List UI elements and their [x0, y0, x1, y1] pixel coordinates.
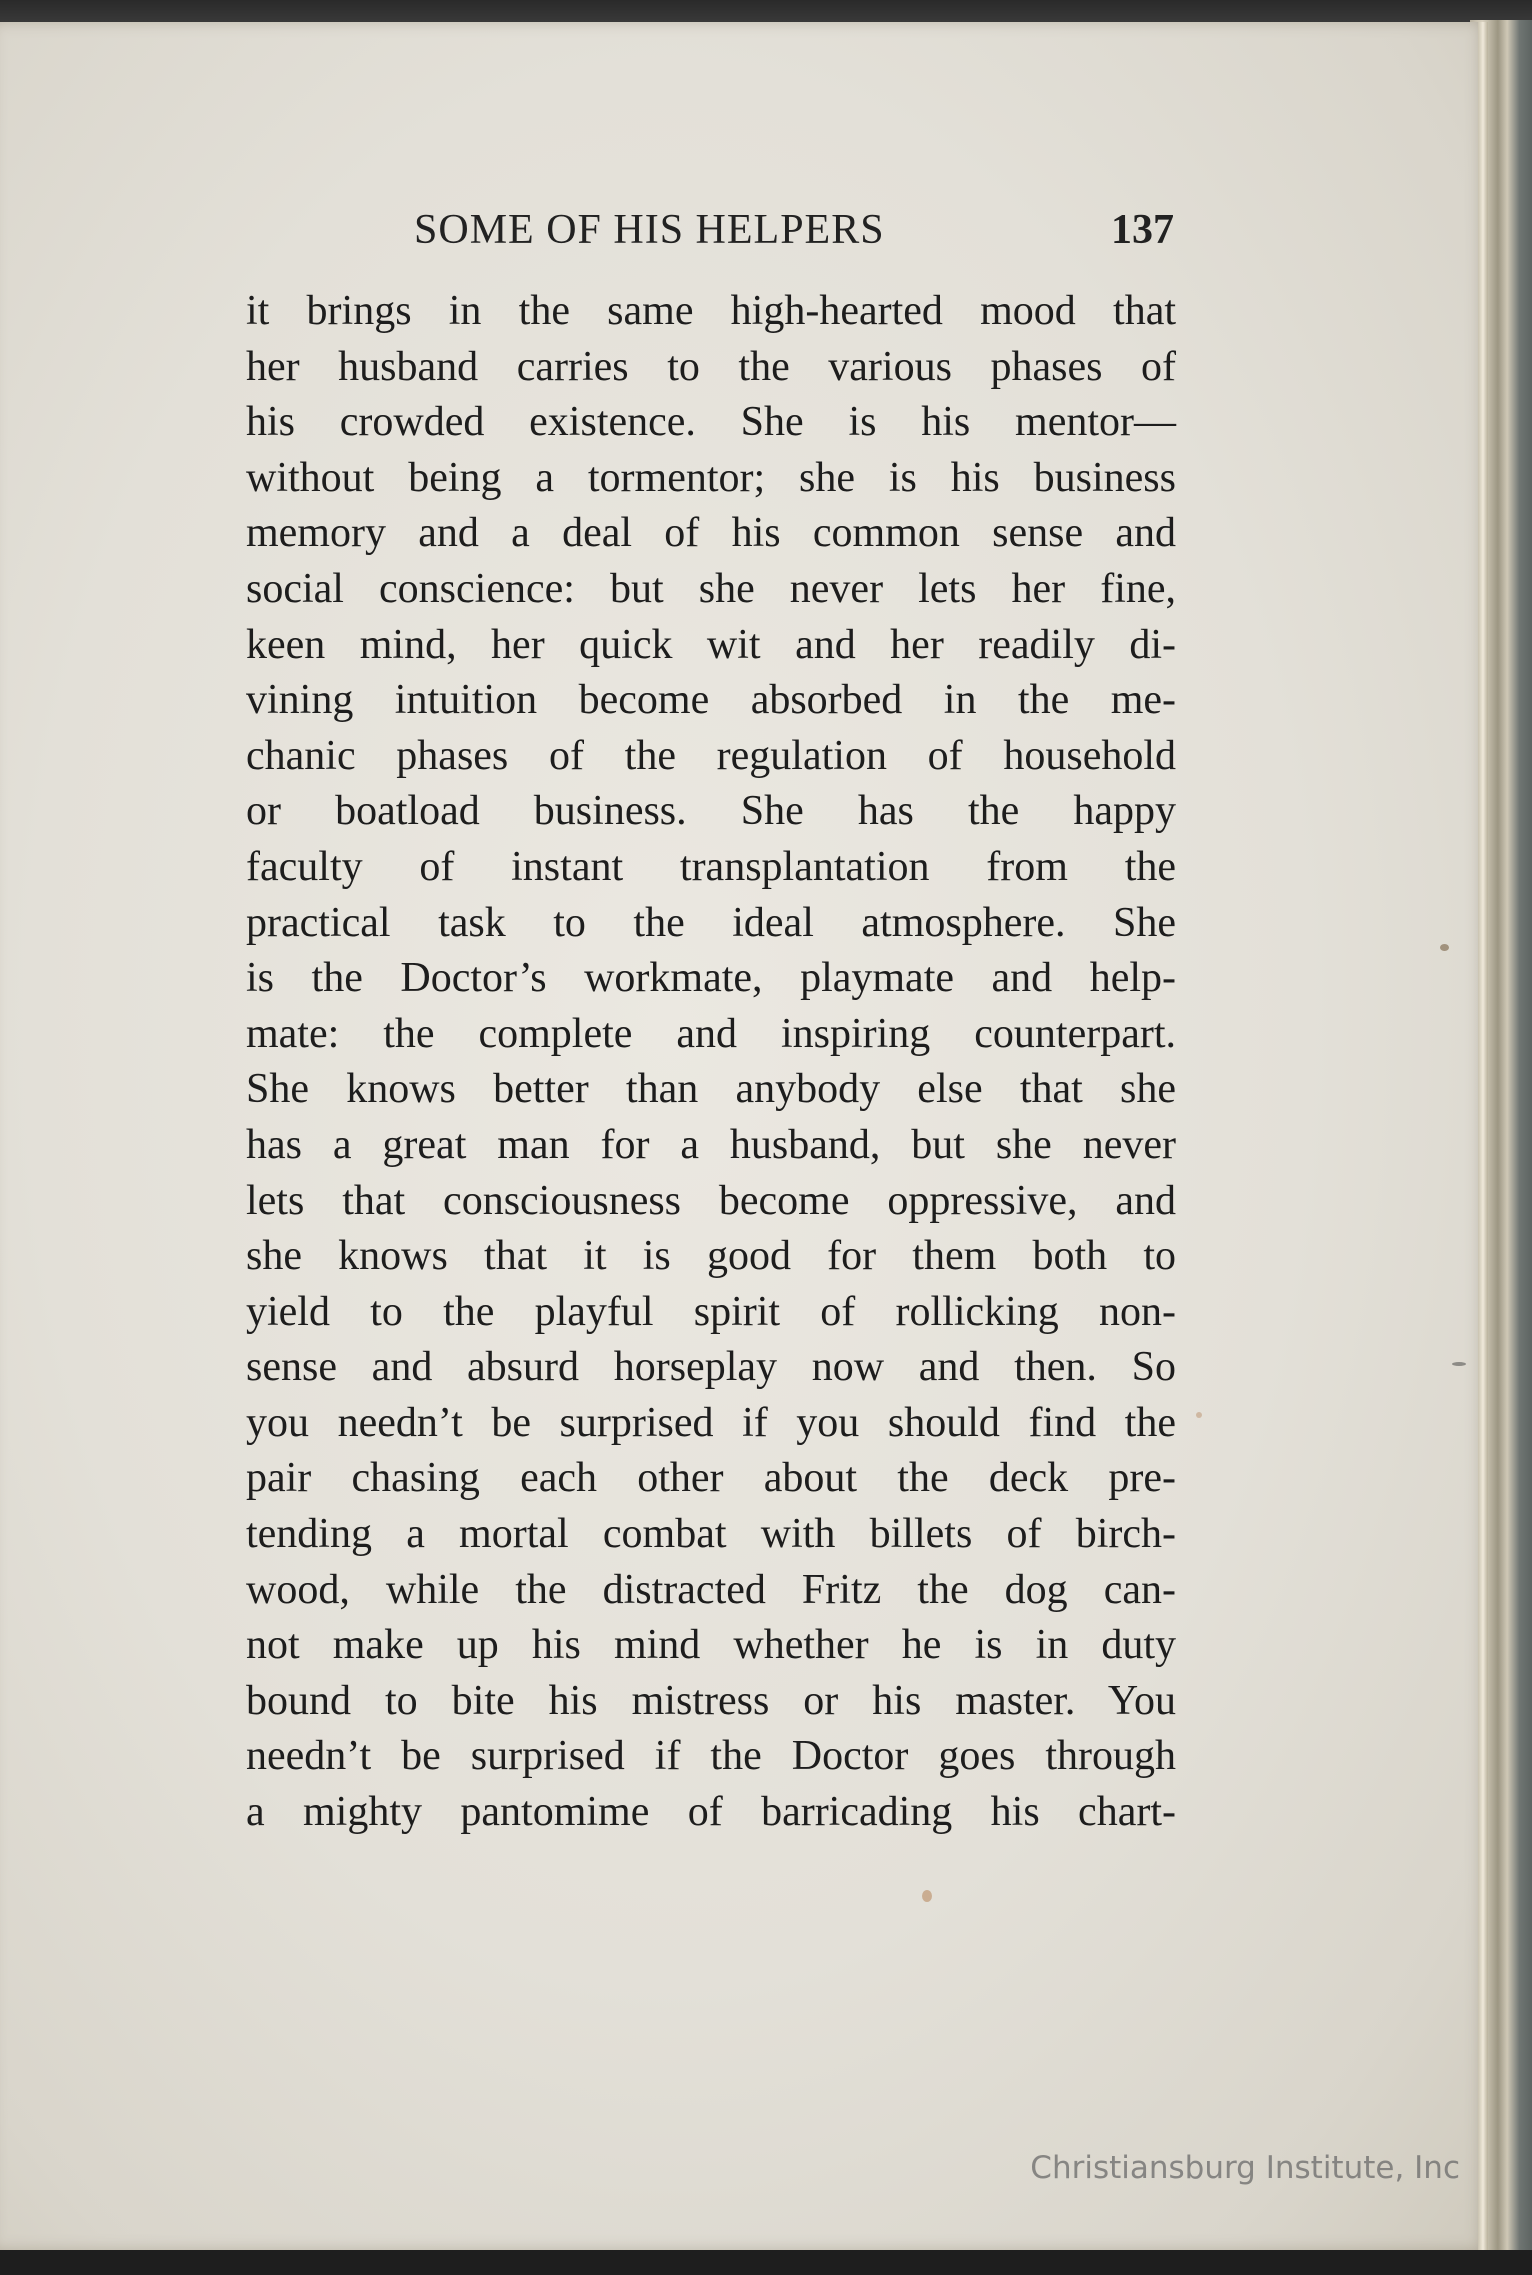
text-line: bound to bite his mistress or his master. You: [246, 1677, 1176, 1724]
text-line: she knows that it is good for them both to: [246, 1233, 1176, 1280]
watermark: Christiansburg Institute, Inc: [1030, 2150, 1460, 2186]
text-line: not make up his mind whether he is in duty: [246, 1622, 1176, 1669]
text-line: a mighty pantomime of barricading his chart-: [246, 1789, 1176, 1836]
text-line: wood, while the distracted Fritz the dog can-: [246, 1566, 1176, 1613]
text-line: his crowded existence. She is his mentor—: [246, 399, 1176, 446]
text-line: pair chasing each other about the deck pre-: [246, 1455, 1176, 1502]
text-line: her husband carries to the various phases of: [246, 343, 1176, 390]
text-line: without being a tormentor; she is his business: [246, 454, 1176, 501]
running-head: [414, 206, 1174, 266]
text-line: needn’t be surprised if the Doctor goes through: [246, 1733, 1176, 1780]
paper-speck: [922, 1890, 932, 1902]
paper-speck: [1196, 1412, 1202, 1418]
text-line: yield to the playful spirit of rollicking non-: [246, 1288, 1176, 1335]
text-line: She knows better than anybody else that she: [246, 1066, 1176, 1113]
running-head-title: SOME OF HIS HELPERS: [414, 207, 885, 253]
paper-mark: [1452, 1362, 1466, 1366]
text-line: practical task to the ideal atmosphere. She: [246, 899, 1176, 946]
paper-speck: [1440, 944, 1449, 951]
text-line: faculty of instant transplantation from the: [246, 843, 1176, 890]
text-line: vining intuition become absorbed in the me-: [246, 677, 1176, 724]
text-line: is the Doctor’s workmate, playmate and help-: [246, 955, 1176, 1002]
page-number: 137: [1111, 207, 1174, 253]
text-line: tending a mortal combat with billets of birch-: [246, 1511, 1176, 1558]
body-text: [246, 284, 1176, 1841]
text-line: lets that consciousness become oppressive, and: [246, 1177, 1176, 1224]
book-cover-bottom: [0, 2250, 1532, 2275]
text-line: keen mind, her quick wit and her readily di-: [246, 621, 1176, 668]
text-line: it brings in the same high-hearted mood that: [246, 288, 1176, 334]
page-edge: [1478, 22, 1488, 2250]
text-line: memory and a deal of his common sense and: [246, 510, 1176, 557]
text-line: you needn’t be surprised if you should find the: [246, 1399, 1176, 1446]
text-line: sense and absurd horseplay now and then. So: [246, 1344, 1176, 1391]
text-line: mate: the complete and inspiring counterpart.: [246, 1010, 1176, 1057]
text-line: has a great man for a husband, but she never: [246, 1121, 1176, 1168]
text-line: social conscience: but she never lets her fine,: [246, 565, 1176, 612]
text-line: or boatload business. She has the happy: [246, 788, 1176, 835]
text-line: chanic phases of the regulation of household: [246, 732, 1176, 779]
